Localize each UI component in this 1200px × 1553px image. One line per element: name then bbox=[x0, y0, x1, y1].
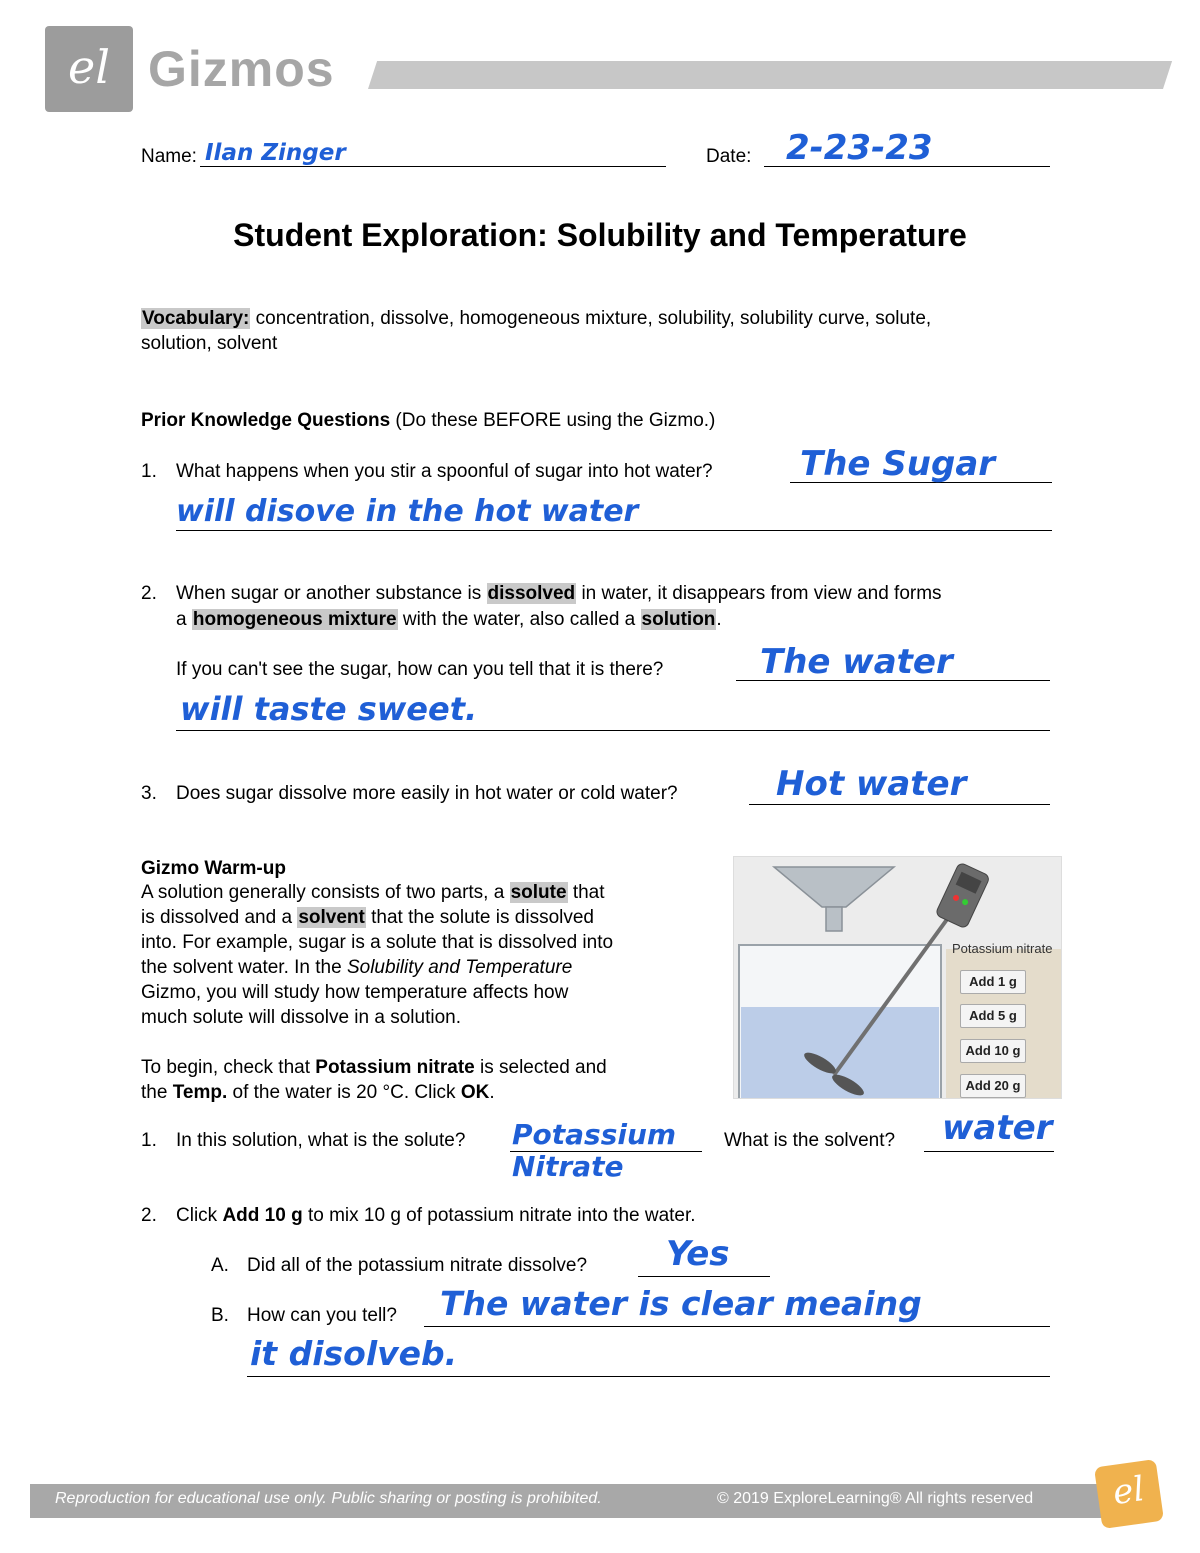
q2a-text: Did all of the potassium nitrate dissolve? bbox=[247, 1255, 588, 1276]
warmup-line-1 bbox=[141, 880, 701, 905]
warmup-q1-text: In this solution, what is the solute? bbox=[176, 1130, 466, 1151]
warmup-line-2 bbox=[141, 905, 701, 930]
q2-click-text: Click bbox=[176, 1205, 223, 1226]
q2b-answer-2: it disolveb. bbox=[250, 1334, 458, 1373]
explorelearning-logo bbox=[1094, 1459, 1164, 1529]
gizmo-simulation-image bbox=[733, 856, 1062, 1099]
page-title: Student Exploration: Solubility and Temperature bbox=[233, 217, 967, 253]
term-potassium-nitrate: Potassium nitrate bbox=[315, 1057, 475, 1078]
vocabulary-line-1 bbox=[141, 306, 931, 331]
vocabulary-label: Vocabulary: bbox=[142, 308, 250, 329]
prior-knowledge-heading bbox=[141, 408, 715, 433]
brand-name: Gizmos bbox=[148, 41, 335, 97]
term-solvent: solvent bbox=[298, 907, 365, 928]
warmup-heading: Gizmo Warm-up bbox=[141, 858, 286, 879]
warmup-text-8a: the bbox=[141, 1082, 173, 1103]
term-dissolved: dissolved bbox=[487, 583, 576, 604]
warmup-text-2b: that the solute is dissolved bbox=[365, 907, 594, 928]
warmup-line-4 bbox=[141, 955, 701, 980]
gizmos-logo bbox=[45, 26, 133, 112]
term-homogeneous-mixture: homogeneous mixture bbox=[192, 609, 397, 630]
vocabulary-terms-2: solution, solvent bbox=[141, 333, 278, 354]
warmup-line-7 bbox=[141, 1055, 701, 1080]
q1-number: 1. bbox=[141, 461, 157, 482]
warmup-line-3: into. For example, sugar is a solute that is dissolved into bbox=[141, 932, 614, 953]
q2-line-1 bbox=[176, 581, 942, 606]
footer-copyright: © 2019 ExploreLearning® All rights reserved bbox=[717, 1490, 1034, 1507]
warmup-text-4a: the solvent water. In the bbox=[141, 957, 347, 978]
warmup-text-1a: A solution generally consists of two parts, a bbox=[141, 882, 510, 903]
name-value: Ilan Zinger bbox=[205, 140, 346, 166]
logo-glyph: el bbox=[68, 40, 110, 94]
warmup-text-7c: is selected and bbox=[474, 1057, 607, 1078]
term-solution: solution bbox=[641, 609, 716, 630]
name-label: Name: bbox=[141, 146, 197, 167]
q3-number: 3. bbox=[141, 783, 157, 804]
q2b-answer-1: The water is clear meaing bbox=[440, 1284, 922, 1323]
warmup-q1-number: 1. bbox=[141, 1130, 157, 1151]
q2-text-a: When sugar or another substance is bbox=[176, 583, 487, 604]
solute-answer-1: Potassium bbox=[512, 1118, 677, 1151]
add-5g-button[interactable]: Add 5 g bbox=[960, 1004, 1026, 1028]
warmup-text-8e: . bbox=[489, 1082, 495, 1103]
q2-number: 2. bbox=[141, 583, 157, 604]
q1-text: What happens when you stir a spoonful of sugar into hot water? bbox=[176, 461, 713, 482]
q2-question: If you can't see the sugar, how can you tell that it is there? bbox=[176, 659, 664, 680]
add-10g-button[interactable]: Add 10 g bbox=[960, 1039, 1026, 1063]
term-solute: solute bbox=[510, 882, 567, 903]
warmup-paragraph bbox=[141, 880, 701, 1105]
warmup-text-2a: is dissolved and a bbox=[141, 907, 298, 928]
add-20g-button[interactable]: Add 20 g bbox=[960, 1074, 1026, 1098]
prior-heading-text: Prior Knowledge Questions bbox=[141, 410, 391, 431]
q3-answer: Hot water bbox=[776, 764, 967, 804]
date-label: Date: bbox=[706, 146, 752, 167]
q2-line-2 bbox=[176, 607, 722, 632]
solute-answer-2: Nitrate bbox=[512, 1150, 624, 1183]
q2b-text: How can you tell? bbox=[247, 1305, 397, 1326]
q2-text-c: a bbox=[176, 609, 192, 630]
sim-substance-label: Potassium nitrate bbox=[952, 941, 1053, 956]
prior-heading-note: (Do these BEFORE using the Gizmo.) bbox=[390, 410, 716, 431]
warmup-q1-text-2: What is the solvent? bbox=[724, 1130, 896, 1151]
warmup-q2-text bbox=[176, 1203, 696, 1228]
vocabulary-terms-1: concentration, dissolve, homogeneous mixture, solubility, solubility curve, solute, bbox=[250, 308, 932, 329]
q2-text-e: . bbox=[716, 609, 722, 630]
warmup-line-8 bbox=[141, 1080, 701, 1105]
q2a-answer: Yes bbox=[666, 1234, 730, 1274]
add-10g-reference: Add 10 g bbox=[222, 1205, 303, 1226]
q2b-label: B. bbox=[211, 1305, 229, 1326]
header-bar bbox=[368, 61, 1172, 89]
term-temp: Temp. bbox=[172, 1082, 228, 1103]
warmup-text-1b: that bbox=[567, 882, 605, 903]
q2-text-d: with the water, also called a bbox=[397, 609, 641, 630]
term-ok: OK bbox=[460, 1082, 490, 1103]
q2-mix-text: to mix 10 g of potassium nitrate into the water. bbox=[302, 1205, 696, 1226]
q2-text-b: in water, it disappears from view and forms bbox=[576, 583, 942, 604]
warmup-line-5: Gizmo, you will study how temperature affects how bbox=[141, 982, 569, 1003]
q2-answer-2: will taste sweet. bbox=[180, 690, 478, 728]
warmup-text-7a: To begin, check that bbox=[141, 1057, 316, 1078]
q1-answer-2: will disove in the hot water bbox=[176, 494, 639, 529]
gizmo-name: Solubility and Temperature bbox=[346, 957, 573, 978]
q1-answer-1: The Sugar bbox=[800, 444, 996, 484]
warmup-text-8c: of the water is 20 °C. Click bbox=[227, 1082, 461, 1103]
q2-answer-1: The water bbox=[760, 642, 953, 682]
add-1g-button[interactable]: Add 1 g bbox=[960, 970, 1026, 994]
q3-text: Does sugar dissolve more easily in hot water or cold water? bbox=[176, 783, 678, 804]
date-value: 2-23-23 bbox=[786, 128, 933, 168]
q2a-label: A. bbox=[211, 1255, 229, 1276]
footer-logo-glyph: el bbox=[1110, 1469, 1147, 1513]
footer-disclaimer: Reproduction for educational use only. Public sharing or posting is prohibited. bbox=[55, 1490, 602, 1507]
warmup-q2-number: 2. bbox=[141, 1205, 157, 1226]
solvent-answer: water bbox=[942, 1108, 1053, 1148]
warmup-line-6: much solute will dissolve in a solution. bbox=[141, 1007, 461, 1028]
